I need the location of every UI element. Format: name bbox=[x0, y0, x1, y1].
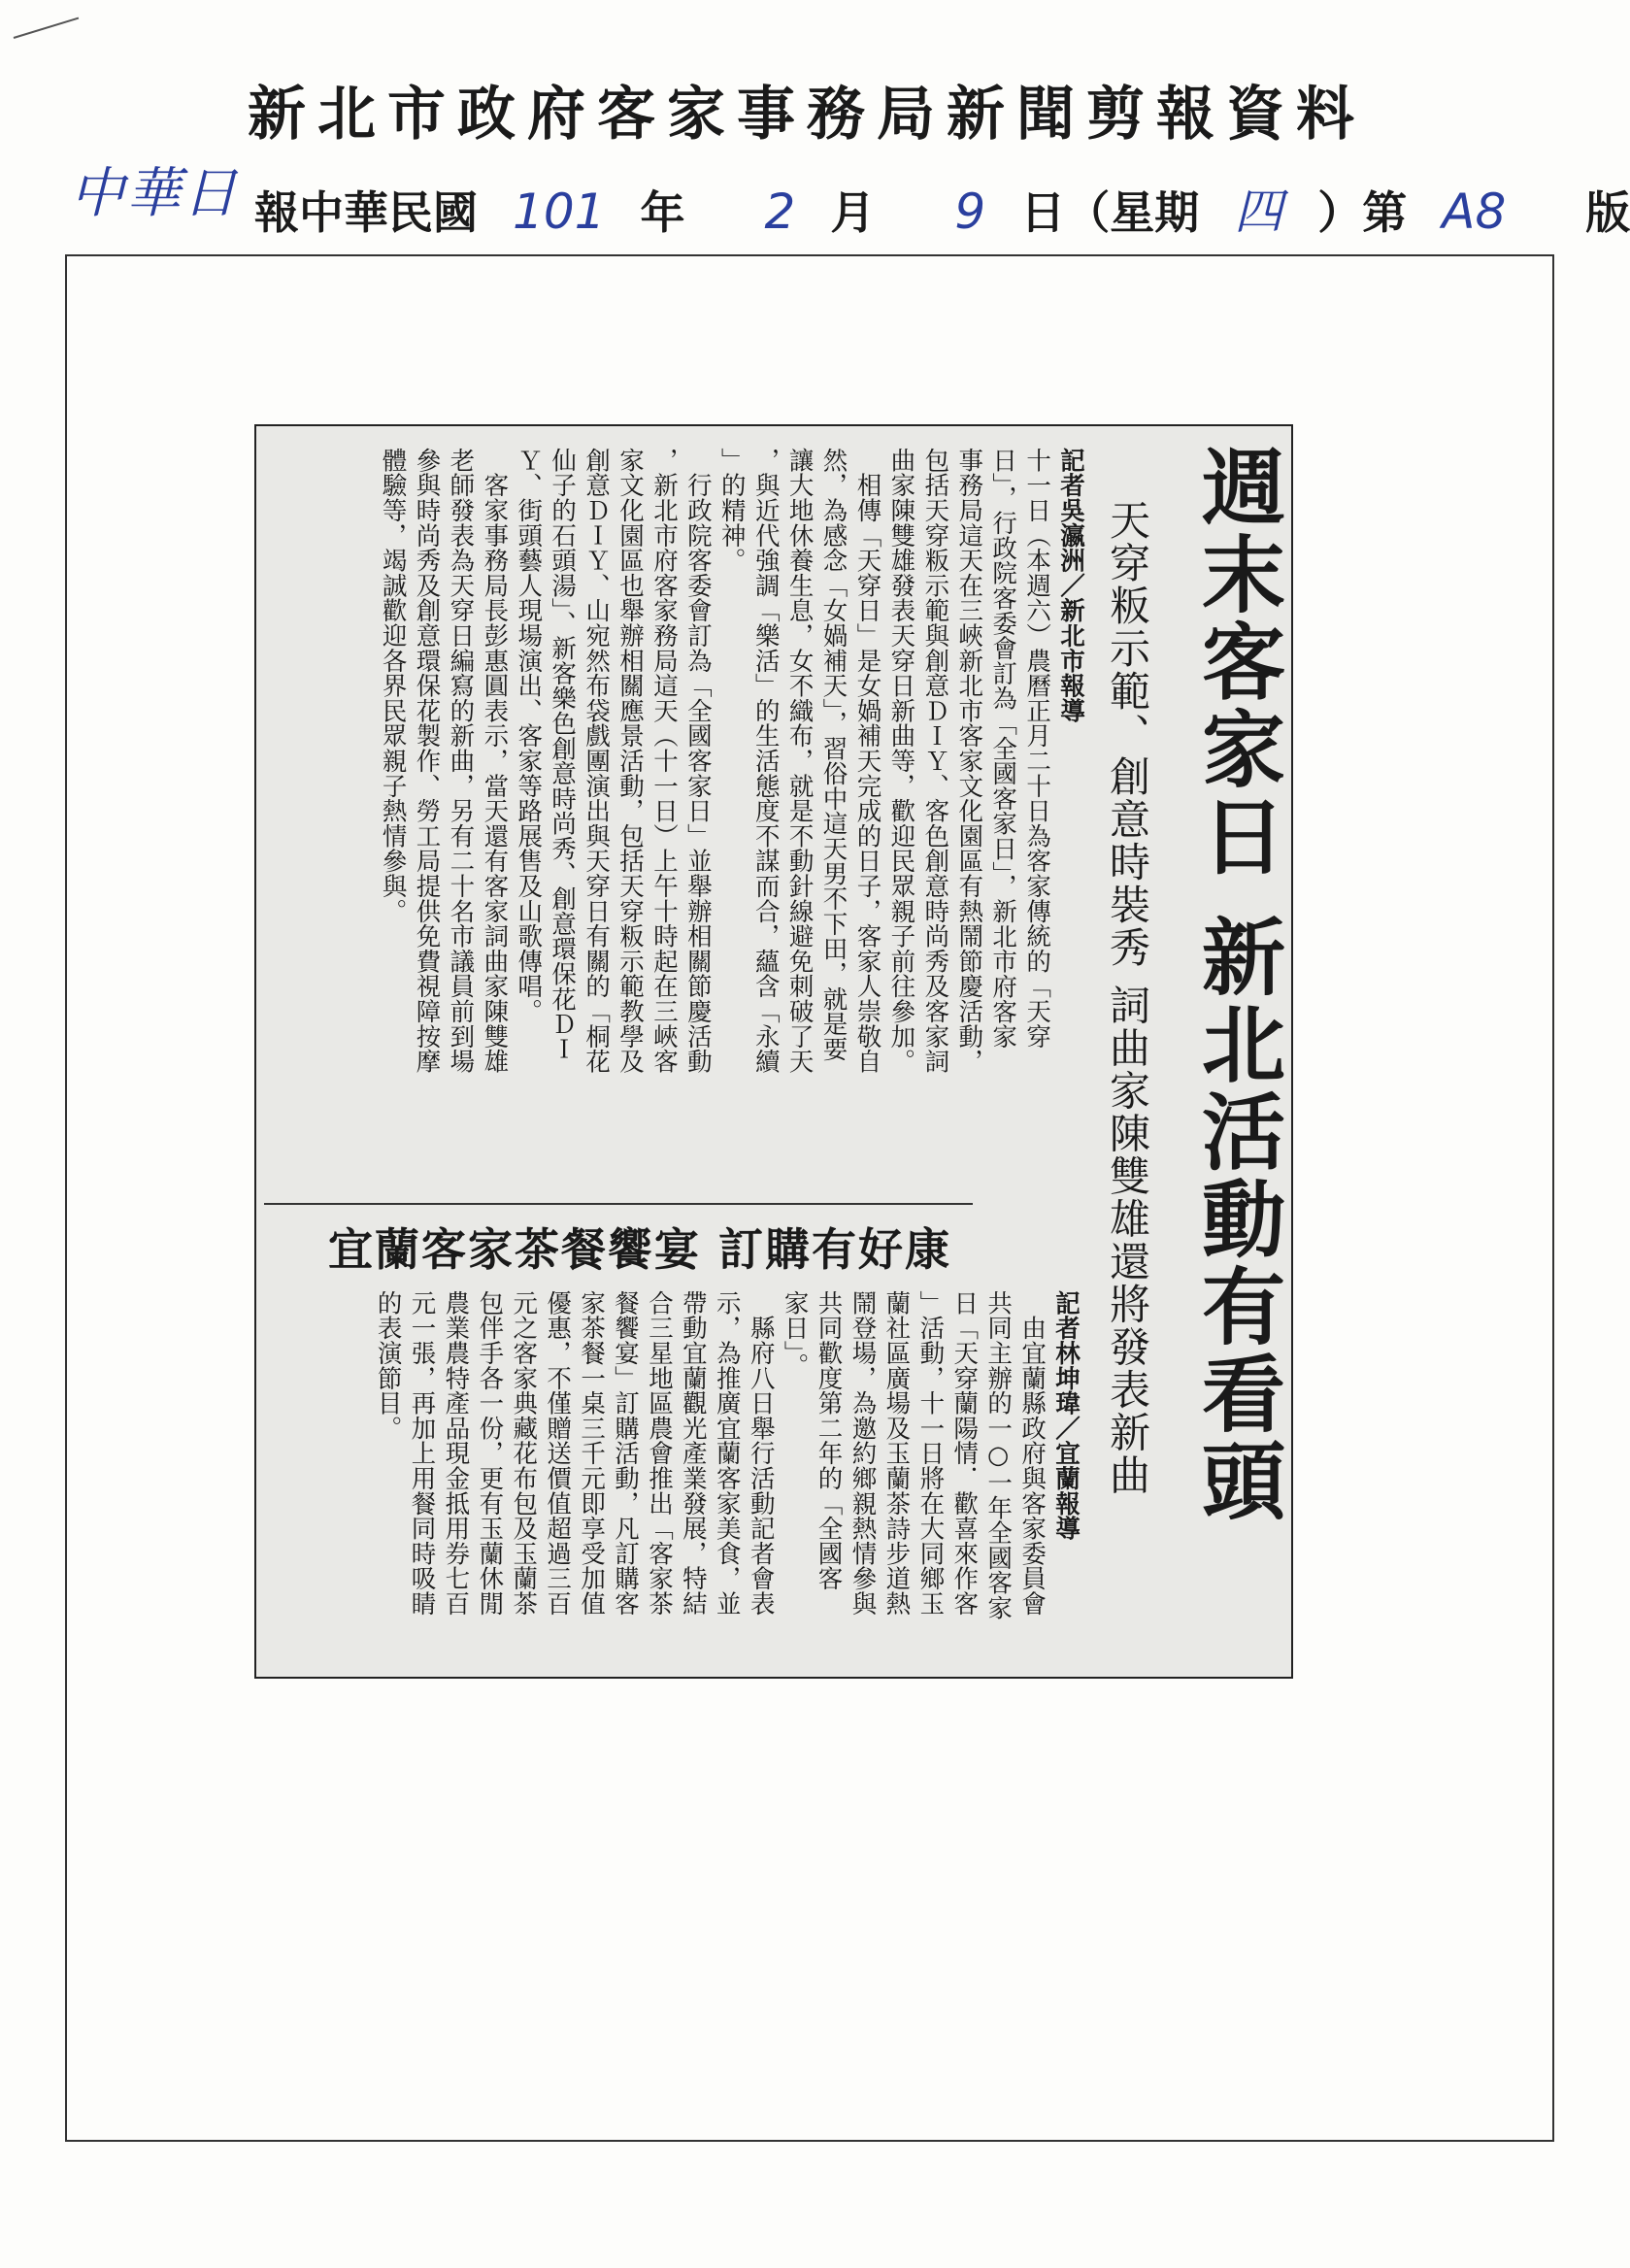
year-handwritten: 101 bbox=[513, 183, 606, 240]
form-title: 新北市政府客家事務局新聞剪報資料 bbox=[248, 81, 1366, 149]
article2-line: 共同歡度第二年的「全國客 bbox=[814, 1290, 844, 1591]
article2-byline: 記者林坤瑋／宜蘭報導 bbox=[1051, 1290, 1081, 1541]
article2-line: 帶動宜蘭觀光產業發展，特結 bbox=[678, 1290, 708, 1617]
newspaper-clipping bbox=[254, 424, 1293, 1679]
date-line bbox=[254, 173, 1630, 243]
weekday-close: ）第 bbox=[1317, 186, 1408, 239]
day-handwritten: 9 bbox=[954, 183, 986, 240]
article2-line: 共同主辦的一○一年全國客家 bbox=[983, 1290, 1014, 1620]
article2-line: 優惠，不僅贈送價值超過三百 bbox=[543, 1290, 573, 1617]
month-label: 月 bbox=[830, 186, 876, 239]
article2-line: 日「天穿蘭陽情．歡喜來作客 bbox=[949, 1290, 980, 1617]
article2-line: 蘭社區廣場及玉蘭茶詩步道熱 bbox=[882, 1290, 912, 1617]
article2-line: 鬧登場，為邀約鄉親熱情參與 bbox=[848, 1290, 878, 1617]
article2-line: 農業農特產品現金抵用券七百 bbox=[441, 1290, 471, 1617]
article2-line: 的表演節目。 bbox=[373, 1290, 403, 1441]
article2-line: 縣府八日舉行活動記者會表 bbox=[746, 1290, 776, 1617]
article1-subheadline: 天穿粄示範、創意時裝秀 詞曲家陳雙雄還將發表新曲 bbox=[1104, 499, 1151, 1497]
article2-line: 示，為推廣宜蘭客家美食，並 bbox=[712, 1290, 742, 1617]
corner-pen-mark bbox=[14, 17, 80, 39]
article1-line: 老師發表為天穿日編寫的新曲，另有二十名市議員前到場 bbox=[446, 448, 476, 1074]
article1-line: ，與近代強調「樂活」的生活態度不謀而合，蘊含「永續 bbox=[750, 448, 781, 1074]
article2-line: 包伴手各一份，更有玉蘭休閒 bbox=[475, 1290, 505, 1617]
article1-line: 體驗等，竭誠歡迎各界民眾親子熱情參與。 bbox=[378, 448, 408, 924]
year-label: 年 bbox=[640, 186, 685, 239]
article2-line: 合三星地區農會推出「客家茶 bbox=[644, 1290, 674, 1617]
weekday-handwritten: 四 bbox=[1234, 183, 1283, 240]
article1-line: 仙子的石頭湯」、新客樂色創意時尚秀、創意環保花ＤＩ bbox=[548, 448, 578, 1062]
article1-line: 創意ＤＩＹ、山宛然布袋戲團演出與天穿日有關的「桐花 bbox=[582, 448, 612, 1074]
article2-line: 元一張，再加上用餐同時吸睛 bbox=[407, 1290, 437, 1617]
article2-line: 家日」。 bbox=[780, 1290, 810, 1379]
article1-line: 讓大地休養生息，女不織布，就是不動針線避免刺破了天 bbox=[784, 448, 815, 1074]
article1-line: 日」，行政院客委會訂為「全國客家日」，新北市府客家 bbox=[988, 448, 1018, 1050]
article1-line: 包括天穿粄示範與創意ＤＩＹ、客色創意時尚秀及客家詞 bbox=[920, 448, 950, 1074]
paper-name-handwritten: 中華日 bbox=[70, 162, 239, 225]
article1-byline: 記者吳瀛洲／新北市報導 bbox=[1056, 448, 1085, 723]
article1-line: 曲家陳雙雄發表天穿日新曲等，歡迎民眾親子前往參加。 bbox=[886, 448, 916, 1074]
article1-line: 事務局這天在三峽新北市客家文化園區有熱鬧節慶活動， bbox=[954, 448, 984, 1074]
article1-line: ，新北市府客家務局這天（十一日）上午十時起在三峽客 bbox=[649, 448, 679, 1074]
article1-line: 行政院客委會訂為「全國客家日」並舉辦相關節慶活動 bbox=[682, 448, 713, 1074]
article1-line: Ｙ、街頭藝人現場演出、客家等路展售及山歌傳唱。 bbox=[514, 448, 544, 1024]
article1-line: 十一日（本週六）農曆正月二十日為客家傳統的「天穿 bbox=[1022, 448, 1052, 1050]
article2-line: 元之客家典藏花布包及玉蘭茶 bbox=[509, 1290, 539, 1617]
date-label-prefix: 報中華民國 bbox=[254, 186, 478, 239]
article1-line: 客家事務局長彭惠圓表示，當天還有客家詞曲家陳雙雄 bbox=[480, 448, 510, 1074]
article2-headline: 宜蘭客家茶餐饗宴 訂購有好康 bbox=[327, 1223, 951, 1276]
article1-line: 然，為感念「女媧補天」，習俗中這天男不下田，就是要 bbox=[818, 448, 848, 1062]
article2-body bbox=[306, 1290, 1082, 1669]
article1-line: 相傳「天穿日」是女媧補天完成的日子，客家人崇敬自 bbox=[852, 448, 882, 1074]
page-handwritten: A8 bbox=[1442, 183, 1507, 240]
article2-line: 由宜蘭縣政府與客家委員會 bbox=[1017, 1290, 1048, 1617]
article1-line: 」的精神。 bbox=[716, 448, 747, 573]
article1-body bbox=[243, 448, 1087, 1201]
article2-line: 家茶餐一桌三千元即享受加值 bbox=[577, 1290, 607, 1617]
article1-headline: 週末客家日 新北活動有看頭 bbox=[1187, 444, 1284, 1525]
article2-line: 餐饗宴」訂購活動，凡訂購客 bbox=[611, 1290, 641, 1617]
day-label: 日（星期 bbox=[1020, 186, 1200, 239]
article-divider bbox=[264, 1203, 973, 1205]
article2-line: 」活動，十一日將在大同鄉玉 bbox=[915, 1290, 946, 1617]
article1-line: 家文化園區也舉辦相關應景活動，包括天穿粄示範教學及 bbox=[615, 448, 646, 1074]
page-label: 版 bbox=[1585, 186, 1630, 239]
article1-line: 參與時尚秀及創意環保花製作、勞工局提供免費視障按摩 bbox=[412, 448, 442, 1074]
month-handwritten: 2 bbox=[764, 183, 796, 240]
